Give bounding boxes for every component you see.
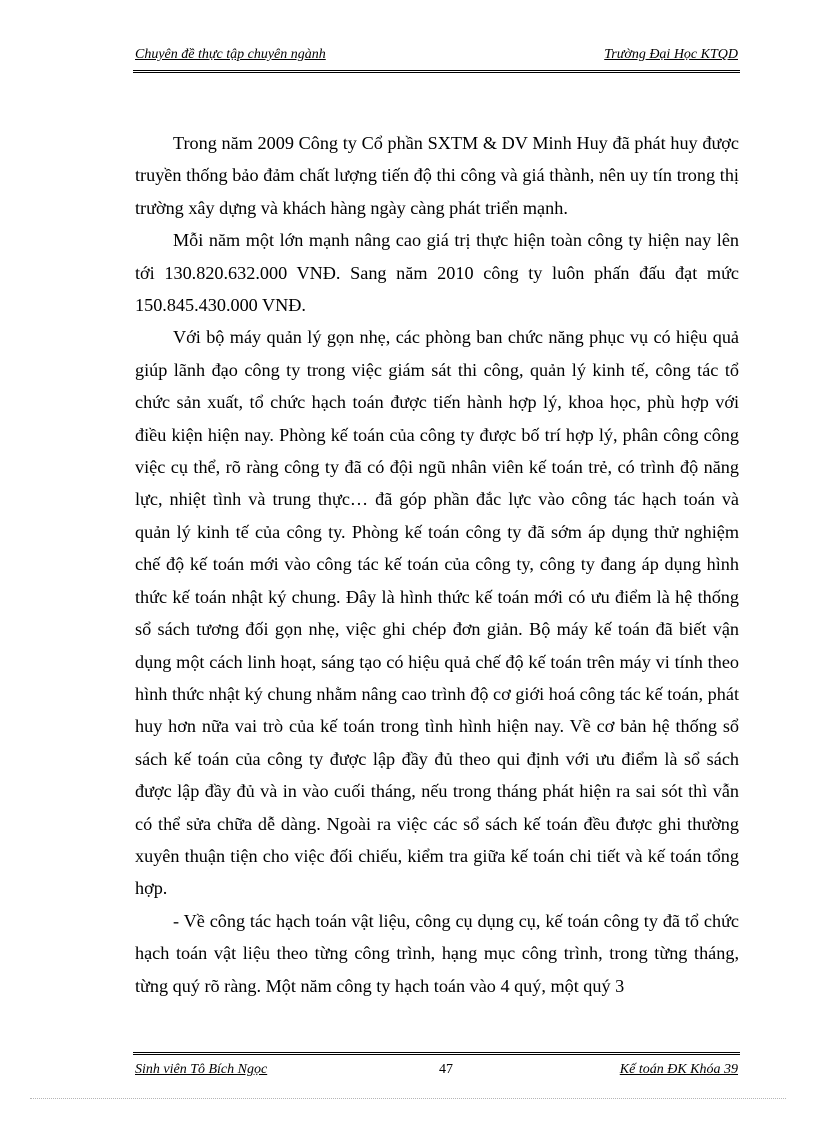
page-header [133, 44, 740, 73]
body-text [135, 127, 739, 1002]
footer-student-name: Sinh viên Tô Bích Ngọc [135, 1062, 268, 1077]
header-left-text: Chuyên đề thực tập chuyên ngành [135, 47, 326, 62]
page-bottom-divider [30, 1098, 786, 1099]
paragraph: Trong năm 2009 Công ty Cổ phần SXTM & DV Minh Huy đã phát huy được truyền thống bảo đảm chất lượng tiến độ thi công và giá thành, nên uy tín trong thị trường xây dựng và khách hàng ngày càng phát triển mạnh. [135, 133, 739, 218]
paragraph: Với bộ máy quản lý gọn nhẹ, các phòng ban chức năng phục vụ có hiệu quả giúp lãnh đạo công ty trong việc giám sát thi công, quản lý kinh tế, công tác tổ chức sản xuất, tổ chức hạch toán được tiến hành hợp lý, khoa học, phù hợp với điều kiện hiện nay. Phòng kế toán của công ty được bố trí hợp lý, phân công công việc cụ thể, rõ ràng công ty đã có đội ngũ nhân viên kế toán trẻ, có trình độ năng lực, nhiệt tình và trung thực… đã góp phần đắc lực vào công tác hạch toán và quản lý kinh tế của công ty. Phòng kế toán công ty đã sớm áp dụng thử nghiệm chế độ kế toán mới vào công tác kế toán của công ty, công ty đang áp dụng hình thức kế toán nhật ký chung. Đây là hình thức kế toán mới có ưu điểm là hệ thống sổ sách tương đối gọn nhẹ, việc ghi chép đơn giản. Bộ máy kế toán đã biết vận dụng một cách linh hoạt, sáng tạo có hiệu quả chế độ kế toán trên máy vi tính theo hình thức nhật ký chung nhằm nâng cao trình độ cơ giới hoá công tác kế toán, phát huy hơn nữa vai trò của kế toán trong tình hình hiện nay. Về cơ bản hệ thống sổ sách kế toán của công ty được lập đầy đủ theo qui định với ưu điểm là sổ sách được lập đầy đủ và in vào cuối tháng, nếu trong tháng phát hiện ra sai sót thì vẫn có thể sửa chữa dễ dàng. Ngoài ra việc các sổ sách kế toán đều được ghi thường xuyên thuận tiện cho việc đối chiếu, kiểm tra giữa kế toán chi tiết và kế toán tổng hợp. [135, 327, 739, 899]
paragraph: Mỗi năm một lớn mạnh nâng cao giá trị thực hiện toàn công ty hiện nay lên tới 130.820.632.000 VNĐ. Sang năm 2010 công ty luôn phấn đấu đạt mức 150.845.430.000 VNĐ. [135, 230, 739, 316]
paragraph: - Về công tác hạch toán vật liệu, công cụ dụng cụ, kế toán công ty đã tổ chức hạch toán vật liệu theo từng công trình, hạng mục công trình, trong từng tháng, từng quý rõ ràng. Một năm công ty hạch toán vào 4 quý, một quý 3 [135, 910, 739, 996]
footer-class-label: Kế toán ĐK Khóa 39 [619, 1062, 738, 1077]
page-number: 47 [439, 1062, 453, 1077]
page-footer [133, 1052, 740, 1085]
header-right-text: Trường Đại Học KTQD [604, 47, 738, 62]
